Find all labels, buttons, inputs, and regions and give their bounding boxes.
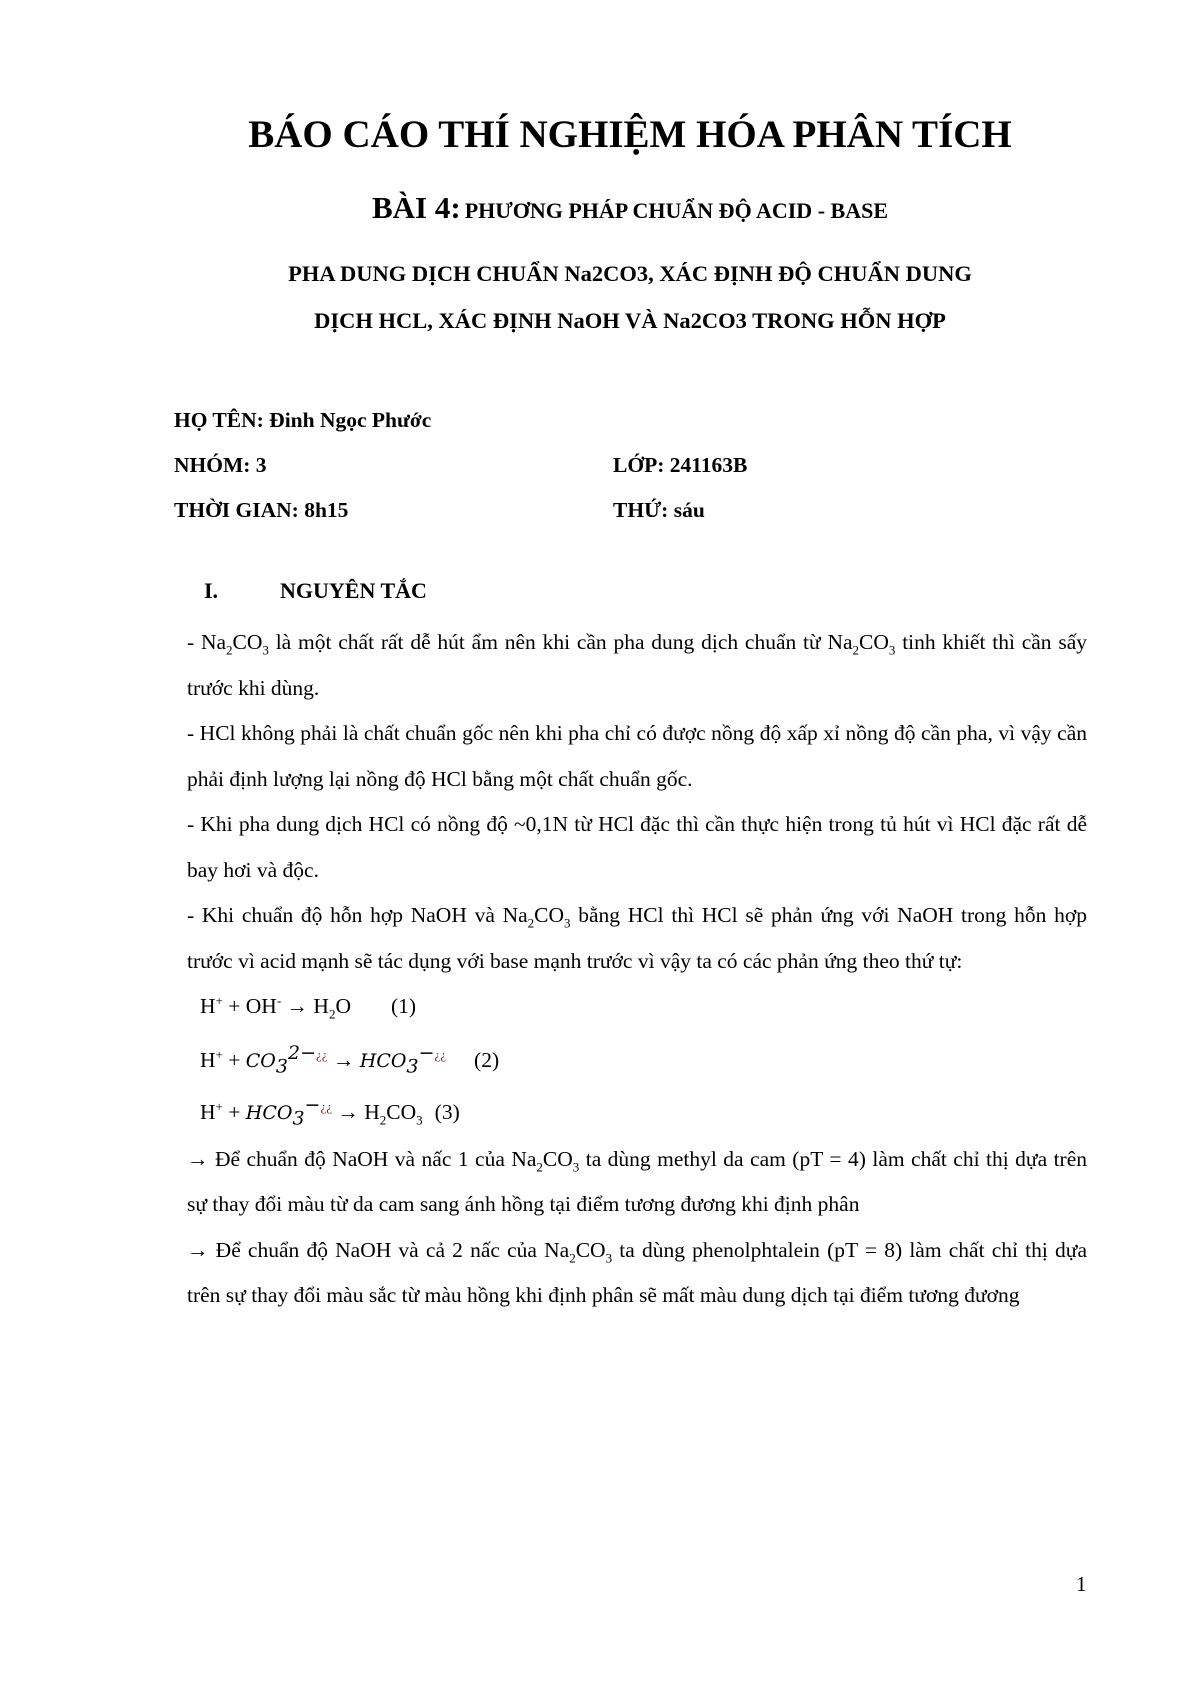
equation-number: (3) [434,1100,460,1124]
equation-number: (2) [474,1047,500,1072]
lesson-heading [0,190,1200,226]
group-number: NHÓM: 3 [174,453,267,477]
report-title: BÁO CÁO THÍ NGHIỆM HÓA PHÂN TÍCH [248,113,1012,156]
equation-1: $H^+ + OH^- \to H_2O$ (1) [187,984,1087,1030]
equation-number: (1) [390,994,417,1018]
paragraph-3: - Khi pha dung dịch HCl có nồng độ ~0,1N từ HCl đặc thì cần thực hiện trong tủ hút vì HCl đặc rất dễ bay hơi và độc. [187,812,1087,882]
lesson-title: PHƯƠNG PHÁP CHUẨN ĐỘ ACID - BASE [464,198,888,223]
page-number: 1 [1076,1572,1087,1596]
subtitle-line-2: DỊCH HCL, XÁC ĐỊNH NaOH VÀ Na2CO3 TRONG HỖN HỢP [314,308,946,333]
student-name: HỌ TÊN: Đinh Ngọc Phước [174,408,432,432]
session-time: THỜI GIAN: 8h15 [174,498,349,522]
equation-2: $H^+ + CO_3^{2-¿¿} \to HCO_3^{-¿¿}$ (2) [187,1038,1087,1085]
conclusion-1: → Để chuẩn độ NaOH và nấc 1 của $Na_2CO_3$ ta dùng methyl da cam (pT = 4) làm chất chỉ thị dựa trên sự thay đổi màu từ da cam sang ánh hồng tại điểm tương đương khi định phân [187,1146,1088,1216]
class-code: LỚP: 241163B [613,453,748,477]
section-body [187,620,1087,1319]
lesson-label: BÀI 4: [371,190,461,225]
section-heading [204,578,427,604]
conclusion-2: → Để chuẩn độ NaOH và cả 2 nấc của $Na_2CO_3$ ta dùng phenolphtalein (pT = 8) làm chất chỉ thị dựa trên sự thay đổi màu sắc từ màu hồng khi định phân sẽ mất màu dung dịch tại điểm tương đương [187,1237,1087,1307]
lesson-subtitle [0,250,1200,344]
section-title: NGUYÊN TẮC [280,578,427,603]
paragraph-4: - Khi chuẩn độ hỗn hợp NaOH và $Na_2CO_3$ bằng HCl thì HCl sẽ phản ứng với NaOH trong hỗn hợp trước vì acid mạnh sẽ tác dụng với base mạnh trước vì vậy ta có các phản ứng theo thứ tự: [187,903,1087,973]
subtitle-line-1: PHA DUNG DỊCH CHUẨN Na2CO3, XÁC ĐỊNH ĐỘ CHUẨN DUNG [288,261,972,286]
paragraph-1: - $Na_2CO_3$ là một chất rất dễ hút ẩm nên khi cần pha dung dịch chuẩn từ $Na_2CO_3$ tinh khiết thì cần sấy trước khi dùng. [187,630,1088,700]
section-number: I. [204,578,219,603]
session-day: THỨ: sáu [613,498,705,522]
paragraph-2: - HCl không phải là chất chuẩn gốc nên khi pha chỉ có được nồng độ xấp xỉ nồng độ cần pha, vì vậy cần phải định lượng lại nồng độ HCl bằng một chất chuẩn gốc. [187,721,1087,791]
equation-3: $H^+ + HCO_3^{-¿¿} \to H_2CO_3$ (3) [187,1090,1087,1137]
